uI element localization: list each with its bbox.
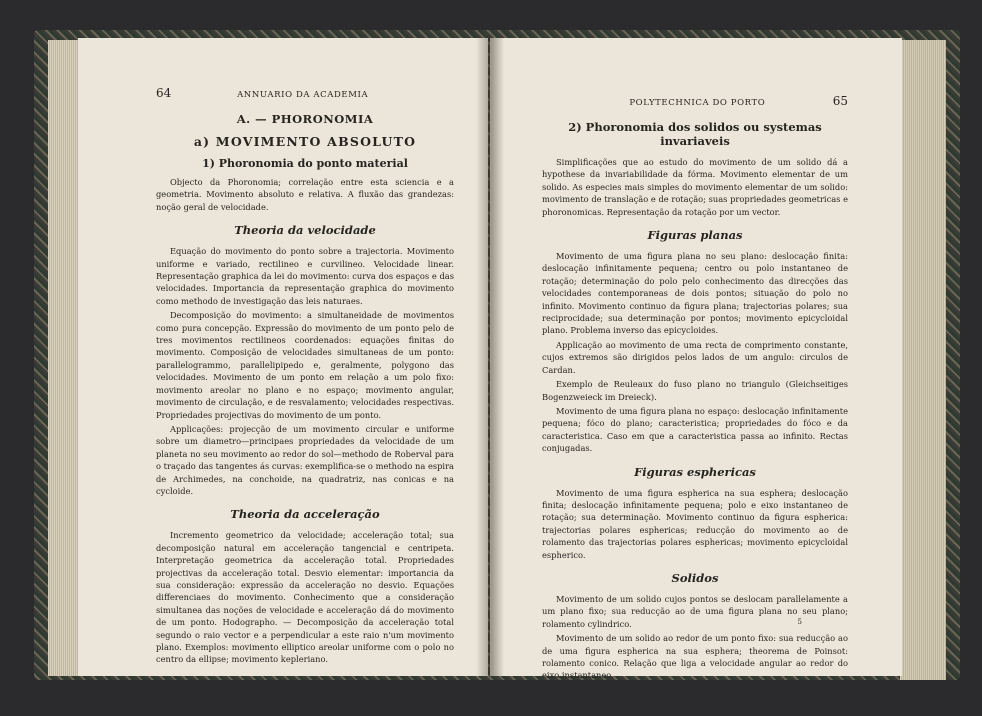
paragraph-planas-4: Movimento de uma figura plana no espaço: deslocação infinitamente pequena; fóco do plano; caracteristica; propriedades do fóco e da caracteristica. Caso em que a caracteristica passa ao infinito. Rectas conjugadas.	[542, 405, 848, 454]
paragraph-planas-3: Exemplo de Reuleaux do fuso plano no triangulo (Gleichseitiges Bogenzweieck im Dreieck).	[542, 379, 848, 402]
paragraph-esphericas: Movimento de uma figura espherica na sua esphera; deslocação finita; deslocação infinitamente pequena; polo e eixo instantaneo de rotação; sua determinação. Movimento continuo da figura espherica: trajectorias polares esphericas; reducção do movimento ao de rolamento das trajectorias polares esphericas; movimento epicycloidal espherico.	[542, 487, 848, 560]
heading-solidos: Solidos	[671, 570, 719, 585]
heading-theoria-velocidade: Theoria da velocidade	[234, 223, 376, 238]
intro-paragraph: Objecto da Phoronomia; correlação entre esta sciencia e a geometria. Movimento absoluto e relativa. A fluxão das grandezas: noção geral de velocidade.	[156, 177, 454, 212]
paragraph-acceleracao: Incremento geometrico da velocidade; acceleração total; sua decomposição natural em acceleração tangencial e centripeta. Interpretação geometrica da acceleração total. Propriedades projectivas da acceleração total. Desvio elementar: importancia da sua consideração: expressão da acceleração no desvio. Equações differenciaes do movimento. Conhecimento que a consideração simultanea das noções de velocidade e acceleração dá do movimento de um ponto. Hodographo. — Decomposição da acceleração total segundo o raio vector e a perpendicular a este raio n'um movimento plano. Exemplos: movimento elliptico areolar uniforme com o polo no centro da ellipse; movimento kepleriano.	[156, 530, 454, 665]
right-header-title: POLYTECHNICA DO PORTO	[629, 98, 766, 108]
heading-theoria-acceleracao: Theoria da acceleração	[230, 507, 380, 522]
book-gutter	[476, 38, 504, 676]
paragraph-solidos-2: Movimento de um solido ao redor de um ponto fixo: sua reducção ao de uma figura espherica na sua esphera; theorema de Poinsot: rolamento conico. Relação que liga a velocidade angular ao redor do eixo instantaneo,	[542, 633, 848, 681]
paragraph-solidos-1: Movimento de um solido cujos pontos se deslocam parallelamente a um plano fixo; sua reducção ao de uma figura plana no seu plano; rolamento cylindrico.	[542, 593, 848, 629]
sub-heading-solidos-invariaveis: 2) Phoronomia dos solidos ou systemas invariaveis	[568, 120, 822, 148]
right-intro-paragraph: Simplificações que ao estudo do movimento de um solido dá a hypothese da invariabilidade da fórma. Movimento elementar de um solido. As especies mais simples do movimento elementar de um solido: movimento de translação e de rotação; suas propriedades geometricas e phoronomicas. Representação da rotação por um vector.	[542, 157, 848, 217]
paragraph-planas-2: Applicação ao movimento de uma recta de comprimento constante, cujos extremos são dirigidos pelos lados de um angulo: circulos de Cardan.	[542, 339, 848, 375]
sub-heading-ponto-material: 1) Phoronomia do ponto material	[202, 157, 408, 170]
right-page-number: 65	[832, 94, 848, 108]
left-page	[78, 38, 488, 676]
right-page-edges	[900, 40, 946, 680]
right-running-head	[542, 94, 848, 108]
heading-figuras-planas: Figuras planas	[647, 228, 743, 243]
section-heading: A. — PHORONOMIA	[236, 112, 374, 126]
paragraph-planas-1: Movimento de uma figura plana no seu plano: deslocação finita: deslocação infinitamente pequena; centro ou polo instantaneo de rotação; determinação do polo pelo conhecimento das direcções das velocidades contemporaneas de dois pontos; situação do polo no infinito. Movimento continuo da figura plana; trajectorias polares; sua reciprocidade; sua determinação por pontos; movimento epicycloidal plano. Problema inverso das epicycloides.	[542, 251, 848, 336]
left-page-number: 64	[156, 86, 172, 100]
paragraph-velocidade-3: Applicações: projecção de um movimento circular e uniforme sobre um diametro—principaes propriedades da velocidade de um planeta no seu movimento ao redor do sol—methodo de Roberval para o traçado das tangentes ás curvas: exemplifica-se o methodo na espira de Archimedes, na conchoide, na quadratriz, nas conicas e na cycloide.	[156, 423, 454, 496]
left-header-title: ANNUARIO DA ACADEMIA	[237, 90, 369, 100]
paragraph-velocidade-2: Decomposição do movimento: a simultaneidade de movimentos como pura concepção. Expressão do movimento de um ponto pelo de tres movimentos rectilineos coordenados: equações finitas do movimento. Composição de velocidades simultaneas de um ponto: parallelogrammo, parallelipipedo e, geralmente, polygono das velocidades. Movimento de um ponto em relação a um polo fixo: movimento areolar no plano e no espaço; movimento angular, movimento de circulação, e de resvalamento; velocidades respectivas. Propriedades projectivas do movimento de um ponto.	[156, 310, 454, 420]
subsection-heading: a) MOVIMENTO ABSOLUTO	[193, 134, 417, 149]
right-page	[490, 38, 902, 681]
heading-figuras-esphericas: Figuras esphericas	[634, 464, 756, 479]
signature-mark: 5	[797, 618, 802, 626]
paragraph-velocidade-1: Equação do movimento do ponto sobre a trajectoria. Movimento uniforme e variado, rectilineo e curvilineo. Velocidade linear. Representação graphica da lei do movimento: curva dos espaços e das velocidades. Importancia da representação graphica do movimento como methodo de investigação das leis naturaes.	[156, 246, 454, 306]
left-running-head	[156, 86, 454, 100]
